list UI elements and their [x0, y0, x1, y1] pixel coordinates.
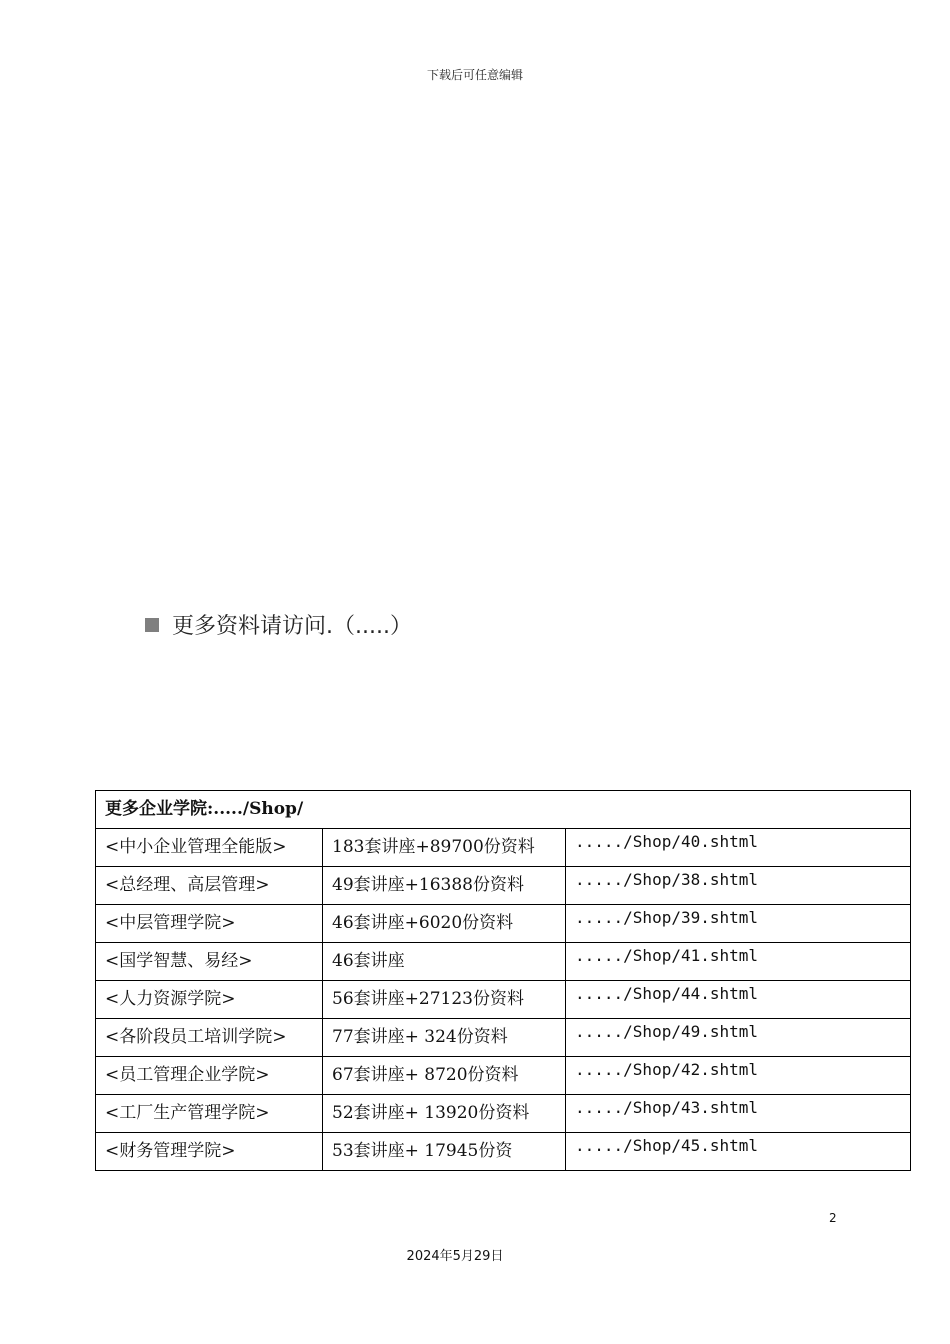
course-url-cell: ...../Shop/38.shtml: [566, 867, 911, 905]
course-content-cell: 53套讲座+ 17945份资: [323, 1133, 566, 1171]
page-header: 下载后可任意编辑: [426, 68, 523, 82]
course-url-cell: ...../Shop/49.shtml: [566, 1019, 911, 1057]
visit-more-text: 更多资料请访问.（.....）: [172, 614, 412, 639]
course-content-cell: 46套讲座: [323, 943, 566, 981]
course-url-cell: ...../Shop/42.shtml: [566, 1057, 911, 1095]
table-row: [96, 1095, 911, 1133]
table-title: 更多企业学院:...../Shop/: [96, 791, 911, 829]
footer-date: 2024年5月29日: [406, 1249, 504, 1264]
page-number: 2: [829, 1211, 837, 1225]
table-title-row: [96, 791, 911, 829]
table-row: [96, 867, 911, 905]
course-content-cell: 52套讲座+ 13920份资料: [323, 1095, 566, 1133]
course-url-cell: ...../Shop/45.shtml: [566, 1133, 911, 1171]
course-name-cell: <财务管理学院>: [96, 1133, 323, 1171]
course-name-cell: <中层管理学院>: [96, 905, 323, 943]
course-url-cell: ...../Shop/40.shtml: [566, 829, 911, 867]
course-name-cell: <总经理、高层管理>: [96, 867, 323, 905]
course-content-cell: 77套讲座+ 324份资料: [323, 1019, 566, 1057]
course-name-cell: <中小企业管理全能版>: [96, 829, 323, 867]
course-name-cell: <国学智慧、易经>: [96, 943, 323, 981]
visit-more-line: [145, 609, 412, 640]
table-row: [96, 905, 911, 943]
course-name-cell: <各阶段员工培训学院>: [96, 1019, 323, 1057]
course-content-cell: 56套讲座+27123份资料: [323, 981, 566, 1019]
course-url-cell: ...../Shop/39.shtml: [566, 905, 911, 943]
table-row: [96, 1057, 911, 1095]
table-row: [96, 1019, 911, 1057]
table-row: [96, 1133, 911, 1171]
table-row: [96, 829, 911, 867]
table-row: [96, 981, 911, 1019]
course-name-cell: <员工管理企业学院>: [96, 1057, 323, 1095]
bullet-square-icon: [145, 618, 159, 632]
course-url-cell: ...../Shop/43.shtml: [566, 1095, 911, 1133]
table-row: [96, 943, 911, 981]
course-content-cell: 46套讲座+6020份资料: [323, 905, 566, 943]
course-name-cell: <工厂生产管理学院>: [96, 1095, 323, 1133]
shop-table: [95, 790, 911, 1171]
course-url-cell: ...../Shop/44.shtml: [566, 981, 911, 1019]
course-name-cell: <人力资源学院>: [96, 981, 323, 1019]
course-url-cell: ...../Shop/41.shtml: [566, 943, 911, 981]
course-content-cell: 183套讲座+89700份资料: [323, 829, 566, 867]
course-content-cell: 67套讲座+ 8720份资料: [323, 1057, 566, 1095]
course-content-cell: 49套讲座+16388份资料: [323, 867, 566, 905]
